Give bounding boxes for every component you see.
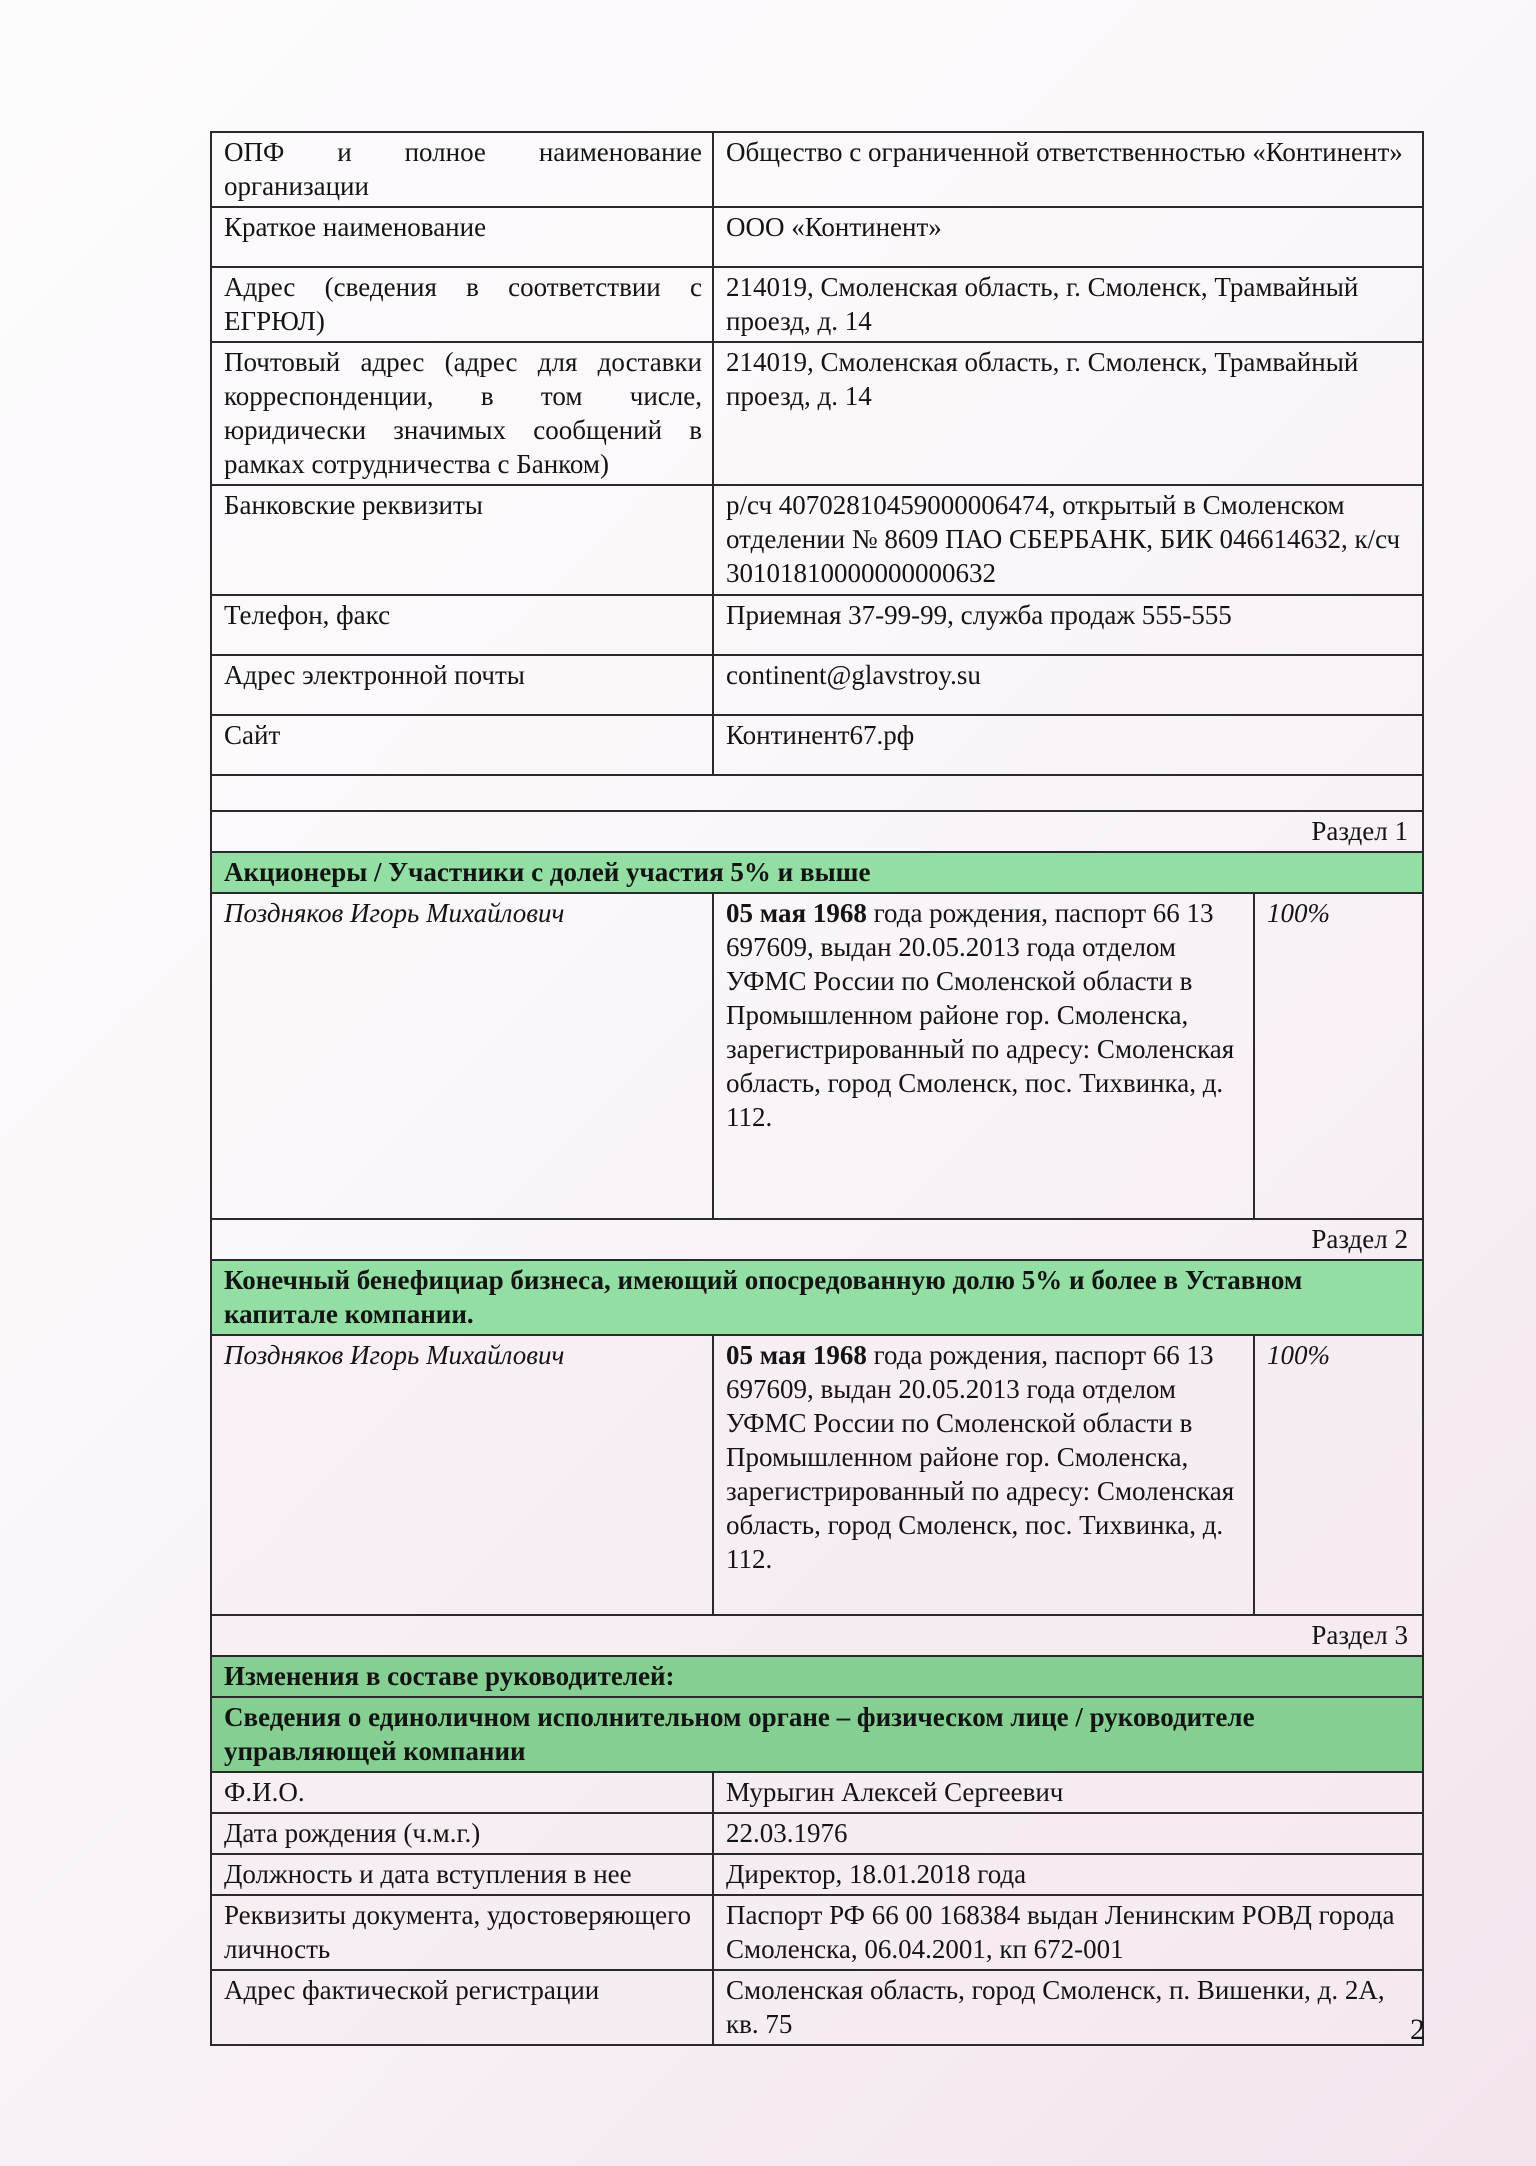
page-number: 2 (1410, 2013, 1425, 2046)
section-heading: Изменения в составе руководителей: (211, 1656, 1423, 1697)
section3-label-row (211, 1615, 1423, 1656)
director-label: Адрес фактической регистрации (211, 1970, 713, 2045)
section1-heading-row (211, 852, 1423, 893)
info-row-bank-details (211, 485, 1423, 595)
section-label: Раздел 2 (211, 1219, 1423, 1260)
section2-heading-row (211, 1260, 1423, 1335)
person-passport-details: года рождения, паспорт 66 13 697609, выдан 20.05.2013 года отделом УФМС России по Смоленской области в Промышленном районе гор. Смоленска, зарегистрированный по адресу: Смоленская область, город Смоленск, пос. Тихвинка, д. 112. (726, 898, 1235, 1132)
section2-person-row (211, 1335, 1423, 1615)
director-row-address (211, 1970, 1423, 2045)
info-label: Адрес (сведения в соответствии с ЕГРЮЛ) (211, 267, 713, 342)
info-row-legal-form (211, 132, 1423, 207)
director-label: Реквизиты документа, удостоверяющего личность (211, 1895, 713, 1970)
info-value: continent@glavstroy.su (713, 655, 1423, 715)
director-label: Должность и дата вступления в нее (211, 1854, 713, 1895)
section-label: Раздел 1 (211, 811, 1423, 852)
director-value: 22.03.1976 (713, 1813, 1423, 1854)
info-value: ООО «Континент» (713, 207, 1423, 267)
info-label: ОПФ и полное наименование организации (211, 132, 713, 207)
info-value: Приемная 37-99-99, служба продаж 555-555 (713, 595, 1423, 655)
info-label: Почтовый адрес (адрес для доставки корреспонденции, в том числе, юридически значимых сообщений в рамках сотрудничества с Банком) (211, 342, 713, 485)
director-label: Дата рождения (ч.м.г.) (211, 1813, 713, 1854)
info-value: Общество с ограниченной ответственностью «Континент» (713, 132, 1423, 207)
info-row-postal-address (211, 342, 1423, 485)
director-row-position (211, 1854, 1423, 1895)
director-value: Мурыгин Алексей Сергеевич (713, 1772, 1423, 1813)
section3-subheading-row (211, 1697, 1423, 1772)
spacer-row (211, 775, 1423, 811)
person-passport-details: года рождения, паспорт 66 13 697609, выдан 20.05.2013 года отделом УФМС России по Смоленской области в Промышленном районе гор. Смоленска, зарегистрированный по адресу: Смоленская область, город Смоленск, пос. Тихвинка, д. 112. (726, 1340, 1235, 1574)
info-value: 214019, Смоленская область, г. Смоленск, Трамвайный проезд, д. 14 (713, 342, 1423, 485)
info-label: Телефон, факс (211, 595, 713, 655)
section1-person-row (211, 893, 1423, 1219)
info-row-website (211, 715, 1423, 775)
share-value: 100% (1254, 1335, 1423, 1615)
section1-label-row (211, 811, 1423, 852)
section-subheading: Сведения о единоличном исполнительном органе – физическом лице / руководителе управляющей компании (211, 1697, 1423, 1772)
info-row-legal-address (211, 267, 1423, 342)
director-row-id-document (211, 1895, 1423, 1970)
info-value: 214019, Смоленская область, г. Смоленск, Трамвайный проезд, д. 14 (713, 267, 1423, 342)
company-questionnaire-table (210, 131, 1424, 2046)
section-heading: Конечный бенефициар бизнеса, имеющий опосредованную долю 5% и более в Уставном капитале компании. (211, 1260, 1423, 1335)
info-row-short-name (211, 207, 1423, 267)
info-label: Сайт (211, 715, 713, 775)
director-row-name (211, 1772, 1423, 1813)
director-value: Паспорт РФ 66 00 168384 выдан Ленинским РОВД города Смоленска, 06.04.2001, кп 672-001 (713, 1895, 1423, 1970)
share-value: 100% (1254, 893, 1423, 1219)
info-value: Континент67.рф (713, 715, 1423, 775)
section3-heading-row (211, 1656, 1423, 1697)
director-row-birthdate (211, 1813, 1423, 1854)
info-label: Краткое наименование (211, 207, 713, 267)
person-details (713, 893, 1254, 1219)
person-name: Поздняков Игорь Михайлович (211, 893, 713, 1219)
director-label: Ф.И.О. (211, 1772, 713, 1813)
info-value: р/сч 40702810459000006474, открытый в Смоленском отделении № 8609 ПАО СБЕРБАНК, БИК 046614632, к/сч 30101810000000000632 (713, 485, 1423, 595)
section2-label-row (211, 1219, 1423, 1260)
section-label: Раздел 3 (211, 1615, 1423, 1656)
section-heading: Акционеры / Участники с долей участия 5% и выше (211, 852, 1423, 893)
info-label: Адрес электронной почты (211, 655, 713, 715)
director-value: Смоленская область, город Смоленск, п. Вишенки, д. 2А, кв. 75 (713, 1970, 1423, 2045)
info-row-phone (211, 595, 1423, 655)
director-value: Директор, 18.01.2018 года (713, 1854, 1423, 1895)
info-row-email (211, 655, 1423, 715)
person-name: Поздняков Игорь Михайлович (211, 1335, 713, 1615)
birth-date: 05 мая 1968 (726, 898, 867, 928)
person-details (713, 1335, 1254, 1615)
birth-date: 05 мая 1968 (726, 1340, 867, 1370)
info-label: Банковские реквизиты (211, 485, 713, 595)
